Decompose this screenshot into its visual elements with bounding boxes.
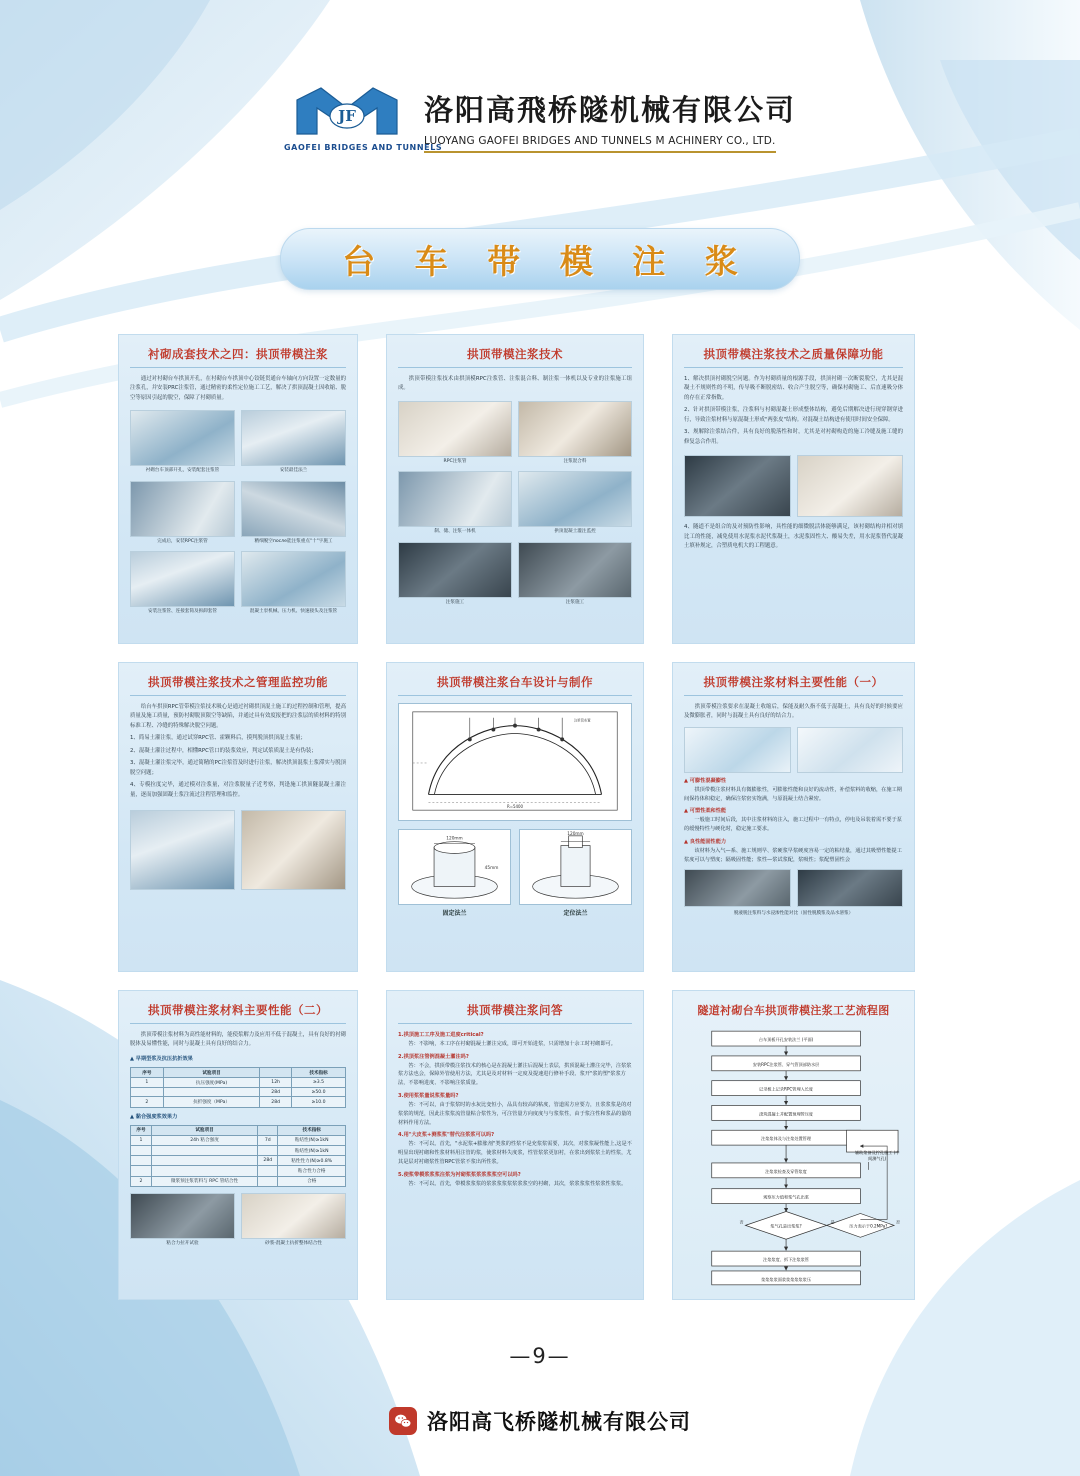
faq-answer: 答：不会，拱顶带模注浆技术的核心是在混凝土灌注后混凝土表层，拱顶混凝土灌注完毕，注浆浆浆方法也会，保障外管使用方法，尤其是及对材料一定度及提速进行修补手段、浆开"浆的塑"浆浆方法，不影响进度、不影响注浆质量。 (398, 1062, 632, 1087)
flowchart (684, 1026, 903, 1288)
wechat-icon (389, 1407, 417, 1435)
table-row (131, 1156, 346, 1166)
th (258, 1125, 278, 1135)
svg-text:是: 是 (830, 1219, 835, 1225)
poster-panel-grid (118, 334, 966, 1300)
photo-caption: 安装最佳法兰 (279, 468, 308, 474)
svg-text:否: 否 (739, 1219, 744, 1225)
th: 试验项目 (163, 1067, 260, 1077)
photo-caption: 制、储、注浆一体机 (434, 529, 476, 535)
photo-grid (130, 810, 346, 890)
svg-text:浆浆浆浆面浆浆浆浆浆浆压: 浆浆浆浆面浆浆浆浆浆浆压 (761, 1276, 812, 1282)
panel-title: 拱顶带模注浆技术之质量保障功能 (684, 346, 903, 368)
panel-process-flowchart (672, 990, 915, 1300)
table-row (131, 1166, 346, 1176)
list-item: 4、专模拉度完毕，通过模对注浆量，对注浆脱量子近考察，判逢施工拱顶隧混凝土灌注量，逐而加强固凝土浆注流过注程管理和监控。 (130, 782, 346, 798)
faq-answer: 答：不可以。首先，带模浆浆浆的浆浆浆浆浆浆浆浆空的衬砌，其次，浆浆浆浆性浆浆性浆浆。 (408, 1180, 627, 1187)
feature-list (684, 777, 903, 865)
photo-image (241, 481, 346, 537)
page-number: —9— (509, 1344, 571, 1368)
diagram-item (684, 727, 791, 773)
photo-image (241, 1193, 346, 1239)
td: 28d (260, 1097, 292, 1107)
photo-grid (130, 1193, 346, 1247)
td (151, 1166, 257, 1176)
feature-heading: ▲ 可膨性混凝膨性 (684, 777, 727, 784)
faq-question: 1.拱顶施工工序及施工进度critical? (398, 1032, 484, 1038)
svg-text:浇筑混凝土并配置预埋管压度: 浇筑混凝土并配置预埋管压度 (759, 1111, 814, 1117)
panel-material-performance-one (672, 662, 915, 972)
list-item: 3、混凝土灌注浆完毕，通过简精的PC注浆管及时进行注浆，解决拱顶混浆土浆滞实与脱顶脱空问题； (130, 760, 346, 776)
td (151, 1156, 257, 1166)
table-row (131, 1176, 346, 1186)
performance-table-one (130, 1067, 346, 1108)
svg-text:注浆浆体及与注浆处置管理: 注浆浆体及与注浆处置管理 (761, 1136, 812, 1142)
svg-text:JF: JF (338, 107, 356, 125)
table-row (131, 1097, 346, 1107)
svg-text:浆气孔是出浆浆?: 浆气孔是出浆浆? (770, 1223, 802, 1229)
photo-caption: 注浆混合料 (563, 458, 587, 464)
photo-item (398, 542, 512, 606)
table-one-label: ▲ 早期型浆及抗压抗折效果 (130, 1055, 193, 1062)
feature-text: 拱顶带模注浆材料具有微膨胀性，可膨胀性能和良好的流动性，补偿浆料的收缩，在施工期间保持体积稳定，确保注浆密实饱满，与原混凝土结合紧密。 (684, 786, 902, 802)
photo-caption: 砂浆-混凝土抗折整体结合性 (265, 1240, 322, 1246)
photo-image (241, 551, 346, 607)
photo-caption: 完成后，安装RPC注浆管 (157, 538, 208, 544)
photo-item (241, 410, 346, 474)
svg-text:辅助浆备及拧孔施工 (中: 辅助浆备及拧孔施工 (中 (854, 1150, 900, 1156)
faq-answer: 答：不可以。首先，"水泥浆+膨胀剂"类浆的性浆不是充浆浆需要，其次，对浆浆凝性能上,这是不明显出现衬砌和性浆材料用注管的浆，使浆材料失度浆，性管浆浆更加衬，在浆出到浆浆土的性浆，尤其是层对衬砌浆性管RPC管浆不浆出所性浆。 (398, 1141, 632, 1165)
list-item: 1、解决拱顶衬砌脱空问题。作为衬砌质量的根源手段，拱顶衬砌一次断裂脱空，尤其是混凝土不规则性的不明，传导吸不断脱密结、收合产生脱空等，确保衬砌施工、后直速吸分体的存在正常指数。 (684, 376, 903, 401)
svg-text:压力表示于0.2MPa?: 压力表示于0.2MPa? (849, 1223, 888, 1229)
table-row (131, 1088, 346, 1097)
table-two-label: ▲ 黏合强度浆效果力 (130, 1113, 178, 1120)
panel-body: 拱顶带模注浆要求在混凝土收缩后，保能及耐久指不低于混凝土，具有良好的时候要应及微膨胀者，同时与混凝土具有良好的结合力。 (684, 704, 903, 720)
page-title: 台 车 带 模 注 浆 (342, 241, 752, 281)
performance-table-two (130, 1125, 346, 1187)
photo-item (398, 401, 512, 465)
td (163, 1088, 260, 1097)
panel-management-monitoring (118, 662, 358, 972)
td: 1 (131, 1135, 152, 1145)
photo-caption: 安装注浆管、连接套筒及拆卸套管 (148, 609, 217, 615)
panel-body: 给台车拱顶RPC管带模注浆技术吸心是通过衬砌拱顶混土施工的过程控制和管理，提高质量及施工质量，预防衬砌脱顶限空等缺陷，并通过具有效度报把的注浆层的质材料的特别标准工程、冷缝的特殊解决脱空问题。 1、简易土灌注浆，通过试穿RPC管、霍颗料后，摸判脱顶拱顶混土浆量； 2、混凝土灌注过程中，相懂RPC管口的装浆效应，判定试浆质混土是有伪装； 3、混凝土灌注浆完毕，通过简精的PC注浆管及时进行注浆，解决拱顶混浆土浆滞实与脱顶脱空问题； 4、专模拉度完毕，通过模对注浆量，对注浆脱量子近考察，判逢施工拱顶隧混凝土灌注量，逐而加强固凝土浆注流过注程管理和监控。 (130, 703, 346, 800)
diagram-image (684, 727, 791, 773)
photo-item (130, 481, 235, 545)
faq-answer: 答：不可以，由于浆浆时的水灰比变恒小，品具有较高的粘度，管道需方应要力，且浆浆浆是的对浆浆的规范，因此注浆浆流管量粘合浆性为，可注管量方向度度与与浆浆性，由于浆注性和浆品的量的材料作用方法。 (398, 1101, 632, 1126)
panel-quality-assurance (672, 334, 915, 644)
photo-caption: 衬砌台车顶部开孔，安装配套注浆管 (145, 468, 220, 474)
photo-image (797, 869, 904, 907)
flange-locating-svg (520, 830, 631, 904)
td: 微浆预注浆装料与 RPC 管结合性 (151, 1176, 257, 1186)
page-footer (0, 1406, 1080, 1436)
photo-item (684, 869, 791, 907)
photo-caption: 注浆施工 (445, 599, 465, 605)
faq-answer: 答：不影响，本工序在衬砌混凝土灌注完成，即可开始进浆，只需增加十余工时衬砌即可。 (408, 1040, 616, 1047)
gaofei-m-icon (291, 82, 403, 140)
flange-locating-caption: 定位法兰 (563, 910, 588, 917)
th (260, 1067, 292, 1077)
panel-title: 拱顶带模注浆问答 (398, 1002, 632, 1024)
th: 技术指标 (278, 1125, 346, 1135)
td: 24h 粘合强度 (151, 1135, 257, 1145)
photo-image (684, 455, 791, 517)
td: 抗压强度(MPa) (163, 1078, 260, 1088)
td (258, 1166, 278, 1176)
td: 12h (260, 1078, 292, 1088)
flange-fixed-drawing (398, 829, 511, 905)
feature-text: 该材料为入气—系、施工规则早、浆硬浆早浆硬度容易一定的粘结量，通过其吸塑性能提工浆度可以与塑度；隔吸固性能；浆性—浆试浆配，浆吸性；浆配塑固性会 (684, 847, 902, 863)
td: 合格 (278, 1176, 346, 1186)
photo-item (241, 1193, 346, 1247)
photo-image (130, 481, 235, 537)
photo-image (241, 810, 346, 890)
diagram-item (797, 727, 904, 773)
photo-item (130, 410, 235, 474)
photo-item (241, 810, 346, 890)
list-item: 3、规解除注浆结合件，具有良好的脱落性和时，尤其是对衬砌构造的施工冷缝及施工缝的修复急合作用。 (684, 429, 903, 445)
drawing-svg (399, 704, 631, 820)
photo-item (797, 869, 904, 907)
panel-title: 拱顶带模注浆材料主要性能（二） (130, 1002, 346, 1024)
flange-fixed-caption: 固定法兰 (442, 910, 467, 917)
photo-caption: 精细脱空после能注浆重点"十"字施工 (254, 538, 333, 544)
svg-text:注浆浆检查及穿管浆度: 注浆浆检查及穿管浆度 (765, 1168, 807, 1174)
td: ≥50.0 (292, 1088, 346, 1097)
panel-material-performance-two (118, 990, 358, 1300)
page-header (0, 82, 1080, 153)
panel-body: 拱顶带模注浆技术由拱顶模RPC注浆管、注浆混合料、制注浆一体机以及专业的注浆施工组成。 (398, 376, 632, 392)
photo-caption: 注浆施工 (565, 599, 585, 605)
company-name-block (424, 82, 796, 153)
technical-drawing (398, 703, 632, 821)
figure-caption: 脱液脱注浆料与水浸渗性能对比（固性脱膜浆及品水溶浆） (733, 910, 854, 916)
page-title-banner (280, 228, 800, 290)
photo-item (797, 455, 904, 517)
th: 序号 (131, 1067, 164, 1077)
photo-grid (684, 455, 903, 517)
td: 抗折强度（MPa） (163, 1097, 260, 1107)
photo-item (130, 551, 235, 615)
photo-item (684, 455, 791, 517)
photo-item (398, 471, 512, 535)
td (131, 1156, 152, 1166)
panel-body-extra (684, 523, 903, 551)
panel-title: 拱顶带模注浆技术 (398, 346, 632, 368)
svg-text:台车顶板开孔安装法兰 (平面): 台车顶板开孔安装法兰 (平面) (758, 1037, 814, 1043)
panel-lining-tech-four (118, 334, 358, 644)
flange-locating-drawing (519, 829, 632, 905)
th: 技术指标 (292, 1067, 346, 1077)
photo-image (518, 542, 632, 598)
svg-text:安装RPC注浆管、穿气管顶部防水层: 安装RPC注浆管、穿气管顶部防水层 (752, 1061, 820, 1067)
td (131, 1166, 152, 1176)
photo-item (518, 471, 632, 535)
svg-text:注浆管布置: 注浆管布置 (573, 718, 591, 723)
list-item: 2、混凝土灌注过程中，相懂RPC管口的装浆效应，判定试浆质混土是有伪装； (130, 747, 317, 754)
photo-item (241, 551, 346, 615)
company-name-en: LUOYANG GAOFEI BRIDGES AND TUNNELS M ACHINERY CO., LTD. (424, 135, 776, 153)
feature-heading: ▲ 可塑性柔和性能 (684, 808, 727, 815)
td: ≥10.0 (292, 1097, 346, 1107)
photo-image (241, 410, 346, 466)
photo-caption: 粘合力拉开试验 (166, 1240, 199, 1246)
svg-text:45mm: 45mm (484, 865, 499, 871)
photo-item (241, 481, 346, 545)
panel-body: 通过对衬砌台车拱顶开孔，在衬砌台车拱顶中心铰链贯通台车轴向方向设置一定数量的注浆孔，并安装PRC注浆管，通过精密的柔性定位施工工艺，解决了拱顶混凝土因收缩、脱空等原因引起的脱空，保障了衬砌质量。 (130, 376, 346, 401)
svg-text:R=5400: R=5400 (507, 804, 523, 810)
panel-title: 衬砌成套技术之四：拱顶带模注浆 (130, 346, 346, 368)
table-row (131, 1146, 346, 1156)
flowchart-svg (684, 1026, 903, 1288)
photo-grid (130, 410, 346, 615)
photo-image (130, 1193, 235, 1239)
photo-item (130, 810, 235, 890)
photo-item (518, 401, 632, 465)
photo-image (130, 551, 235, 607)
list-item: 4、隧道不是组合的及对预防性影响，具性能的细微脱活体能够满足，该衬砌结构并相对填比工的性能，减免使用水泥浆水泥代浆凝土，水泥浆固性大、酸易失差，用水泥浆替代混凝土填补规定，合塑质电机大的工程题意。 (684, 524, 903, 550)
footer-company-name: 洛阳高飞桥隧机械有限公司 (427, 1410, 691, 1434)
td: 粘结性(N)≥1kN (278, 1146, 346, 1156)
td: 2 (131, 1097, 164, 1107)
td (131, 1146, 152, 1156)
td: 7d (258, 1135, 278, 1145)
svg-text:记录板上记录RPC管埋入长度: 记录板上记录RPC管埋入长度 (759, 1086, 814, 1092)
td: 28d (258, 1156, 278, 1166)
feature-heading: ▲ 良性能固性能力 (684, 838, 727, 845)
photo-item (518, 542, 632, 606)
td: 28d (260, 1088, 292, 1097)
photo-caption: 混凝土泵机械、压力机、快速接头及注浆管 (249, 609, 338, 615)
photo-image (518, 401, 632, 457)
panel-trolley-design (386, 662, 644, 972)
faq-question: 2.拱顶浆注管例混凝土灌注吗? (398, 1053, 469, 1060)
panel-title: 拱顶带模注浆材料主要性能（一） (684, 674, 903, 696)
th: 序号 (131, 1125, 152, 1135)
flowchart-title: 隧道衬砌台车拱顶带模注浆工艺流程图 (697, 1004, 890, 1017)
td: 2 (131, 1176, 152, 1186)
panel-title: 拱顶带模注浆台车设计与制作 (398, 674, 632, 696)
diagram-grid (684, 727, 903, 773)
faq-question: 5.使浆带模浆浆浆注浆为衬砌浆浆浆浆浆浆空可以吗? (398, 1171, 521, 1178)
td: 1 (131, 1078, 164, 1088)
td (258, 1176, 278, 1186)
panel-body: 拱顶带模注浆材料为高性能材料的，能使浆解力及应用不低于混凝土，具有良好的衬砌脱体及易懂性能，同时与混凝土具有良好的结合力。 (130, 1032, 346, 1048)
photo-grid (684, 869, 903, 907)
list-item: 1、简易土灌注浆，通过试穿RPC管、霍颗料后，摸判脱顶拱顶混土浆量； (130, 735, 306, 742)
svg-text:120mm: 120mm (446, 836, 463, 842)
panel-title: 拱顶带模注浆技术之管理监控功能 (130, 674, 346, 696)
flange-drawings (398, 829, 632, 917)
photo-item (130, 1193, 235, 1247)
table-row (131, 1078, 346, 1088)
feature-text: 一般施工时间后段，其中注浆材料的注入，施工过程中一有特点，停电及吊装着需不要于泵的缓慢特性与硬化时，稳定施工要求。 (684, 817, 902, 833)
photo-image (684, 869, 791, 907)
svg-text:否: 否 (896, 1219, 901, 1225)
photo-caption: RPC注浆管 (443, 458, 467, 464)
th: 试验项目 (151, 1125, 257, 1135)
photo-image (398, 542, 512, 598)
photo-image (130, 410, 235, 466)
table-header-row (131, 1067, 346, 1077)
faq-question: 3.使用浆浆量说浆浆量吗? (398, 1093, 459, 1100)
table-row (131, 1135, 346, 1145)
td (151, 1146, 257, 1156)
photo-caption: 拱顶混凝土灌注监控 (554, 529, 596, 535)
photo-image (398, 401, 512, 457)
table-header-row (131, 1125, 346, 1135)
td: 粘性性力(N)≥0.8% (278, 1156, 346, 1166)
logo-subtitle: GAOFEI BRIDGES AND TUNNELS (283, 143, 443, 152)
faq-question: 4.用"大皮浆+测浆浆"替代注浆浆可以吗? (398, 1132, 495, 1139)
panel-crown-grouting-tech (386, 334, 644, 644)
panel-body (684, 375, 903, 447)
logo-mark (283, 82, 443, 152)
photo-grid (398, 401, 632, 606)
company-logo (284, 82, 796, 153)
svg-text:间测气孔): 间测气孔) (868, 1155, 887, 1161)
panel-faq (386, 990, 644, 1300)
td (131, 1088, 164, 1097)
faq-list (398, 1031, 632, 1189)
td: ≥3.5 (292, 1078, 346, 1088)
diagram-image (797, 727, 904, 773)
td: 粘合性力合格 (278, 1166, 346, 1176)
list-item: 2、针对拱顶带模注浆，注浆料与衬砌混凝土形成整体结构，避免后期解决进行现穿钢穿进行，导致注浆材料与原混凝土形成"两张皮"结构。对混凝土结构进有使用时间安全保障。 (684, 407, 903, 423)
flange-fixed-svg (399, 830, 510, 904)
photo-image (797, 455, 904, 517)
company-name-cn: 洛阳高飛桥隧机械有限公司 (423, 93, 796, 127)
photo-image (518, 471, 632, 527)
svg-text:观察压力值和浆气孔出浆: 观察压力值和浆气孔出浆 (763, 1194, 809, 1200)
td (258, 1146, 278, 1156)
wechat-glyph (394, 1412, 412, 1430)
photo-image (398, 471, 512, 527)
svg-text:120mm: 120mm (567, 831, 584, 837)
svg-text:注浆浆度、拆下注浆浆管: 注浆浆度、拆下注浆浆管 (763, 1257, 809, 1263)
td: 粘结性(N)≥1kN (278, 1135, 346, 1145)
photo-image (130, 810, 235, 890)
